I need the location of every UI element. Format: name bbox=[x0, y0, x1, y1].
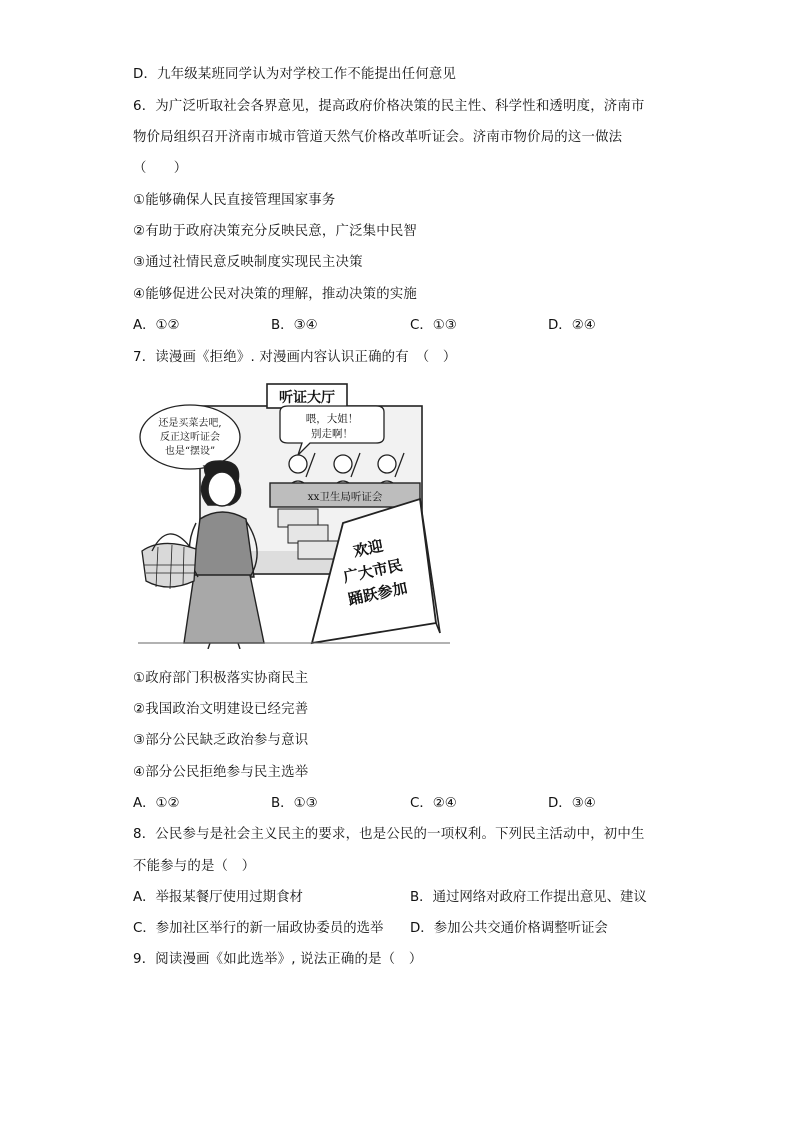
hearing-cartoon bbox=[138, 381, 450, 649]
q8-option-a: A．举报某餐厅使用过期食材 bbox=[133, 890, 303, 905]
q7-option-a: A．①② bbox=[133, 796, 180, 811]
q6-option-d: D．②④ bbox=[548, 318, 596, 333]
welcome-board-line-3: 踊跃参加 bbox=[346, 578, 409, 609]
q7-option-c: C．②④ bbox=[410, 796, 457, 811]
q8-stem-line-2: 不能参与的是（ ） bbox=[133, 859, 256, 874]
q7-option-b: B．①③ bbox=[271, 796, 318, 811]
q6-stem-line-1: 6．为广泛听取社会各界意见，提高政府价格决策的民主性、科学性和透明度，济南市 bbox=[133, 99, 645, 114]
woman-bubble-line-1: 还是买菜去吧, bbox=[158, 418, 222, 429]
q9-stem: 9．阅读漫画《如此选举》, 说法正确的是（ ） bbox=[133, 952, 423, 967]
welcome-board-line-1: 欢迎 bbox=[351, 536, 385, 561]
basket-icon bbox=[142, 534, 196, 589]
q6-option-b: B．③④ bbox=[271, 318, 318, 333]
q6-statement-1: ①能够确保人民直接管理国家事务 bbox=[133, 193, 336, 208]
q5-option-d: D．九年级某班同学认为对学校工作不能提出任何意见 bbox=[133, 67, 457, 82]
q8-stem-line-1: 8．公民参与是社会主义民主的要求，也是公民的一项权利。下列民主活动中，初中生 bbox=[133, 827, 645, 842]
officials-bubble-line-2: 别走啊！ bbox=[311, 428, 353, 440]
q8-option-c: C．参加社区举行的新一届政协委员的选举 bbox=[133, 921, 384, 936]
woman-bubble-line-3: 也是“摆设” bbox=[164, 446, 216, 457]
q6-statement-3: ③通过社情民意反映制度实现民主决策 bbox=[133, 255, 363, 270]
q7-statement-4: ④部分公民拒绝参与民主选举 bbox=[133, 765, 309, 780]
q6-option-c: C．①③ bbox=[410, 318, 457, 333]
q6-stem-line-2: 物价局组织召开济南市城市管道天然气价格改革听证会。济南市物价局的这一做法 bbox=[133, 130, 623, 145]
table-banner: xx卫生局听证会 bbox=[307, 491, 383, 503]
q6-statement-4: ④能够促进公民对决策的理解，推动决策的实施 bbox=[133, 287, 418, 302]
woman-bubble-line-2: 反正这听证会 bbox=[160, 432, 220, 443]
q8-option-b: B．通过网络对政府工作提出意见、建议 bbox=[410, 890, 647, 905]
q6-stem-line-3: （ ） bbox=[133, 161, 188, 176]
hall-sign-text: 听证大厅 bbox=[279, 390, 335, 406]
q7-statement-2: ②我国政治文明建设已经完善 bbox=[133, 702, 309, 717]
q7-stem: 7．读漫画《拒绝》. 对漫画内容认识正确的有 （ ） bbox=[133, 350, 457, 365]
welcome-board-line-2: 广大市民 bbox=[341, 556, 405, 587]
q7-statement-3: ③部分公民缺乏政治参与意识 bbox=[133, 733, 309, 748]
officials-bubble-line-1: 喂，大姐！ bbox=[305, 413, 359, 425]
q6-option-a: A．①② bbox=[133, 318, 180, 333]
q7-statement-1: ①政府部门积极落实协商民主 bbox=[133, 671, 309, 686]
q7-option-d: D．③④ bbox=[548, 796, 596, 811]
q8-option-d: D．参加公共交通价格调整听证会 bbox=[410, 921, 608, 936]
q6-statement-2: ②有助于政府决策充分反映民意，广泛集中民智 bbox=[133, 224, 418, 239]
